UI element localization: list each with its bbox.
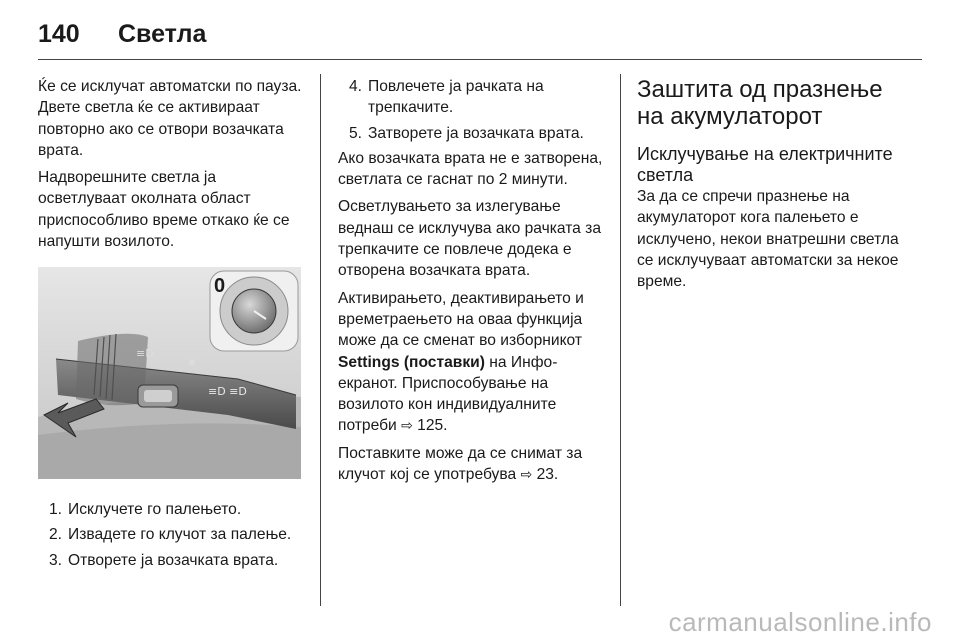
list-item: 2. Извадете го клучот за палење.: [48, 526, 292, 544]
paragraph: Поставките може да се снимат за клучот кој се употребува ⇨ 23.: [338, 444, 583, 484]
page-ref-icon: ⇨: [401, 417, 413, 434]
steps-list-1: [38, 499, 308, 575]
paragraph: За да се спречи празнење на акумулаторот кога палењето е исклучено, некои внатрешни светла се исклучуваат автоматски за некое време.: [637, 188, 899, 291]
header-rule: [38, 59, 922, 60]
column-3: [637, 76, 905, 298]
paragraph: Активирањето, деактивирањето и времетраењето на оваа функција може да се сменат во изборникот Settings (поставки) на Инфо-екранот. Приспособување на возилото кон индивидуалните потреби ⇨ 125.: [338, 289, 584, 435]
page-ref-link[interactable]: 23.: [536, 466, 559, 484]
settings-menu-name: Settings (поставки): [338, 353, 485, 371]
page-header: [38, 14, 206, 54]
svg-text:▪: ▪: [188, 355, 196, 368]
paragraph: Ако возачката врата не е затворена, светлата се гаснат по 2 минути.: [338, 149, 603, 189]
figure-label: 0: [214, 275, 226, 297]
page-number: 140: [38, 19, 80, 48]
subsection-heading: Исклучување на електричните светла: [637, 144, 893, 185]
light-switch-illustration: [38, 267, 301, 479]
paragraph: Надворешните светла ја осветлуваат околната област приспособливо време откако ќе се напушти возилото.: [38, 169, 290, 251]
column-divider-1: [320, 74, 321, 606]
list-item: 4. Повлечете ја рачката на трепкачите.: [348, 78, 544, 117]
column-divider-2: [620, 74, 621, 606]
svg-text:≡D: ≡D: [136, 347, 154, 360]
page-ref-icon: ⇨: [520, 466, 533, 483]
section-heading: Заштита од празнење на акумулаторот: [637, 76, 883, 130]
svg-text:≡D ≡D: ≡D ≡D: [208, 385, 247, 398]
column-2: [338, 76, 606, 491]
chapter-title: Светла: [118, 19, 207, 48]
list-item: 3. Отворете ја возачката врата.: [48, 551, 279, 569]
illustration-svg: [38, 267, 301, 479]
list-item: 5. Затворете ја возачката врата.: [348, 124, 584, 142]
page-ref-link[interactable]: 125.: [417, 417, 448, 435]
paragraph: Осветлувањето за излегување веднаш се исклучува ако рачката за трепкачите се повлече додека е отворена возачката врата.: [338, 198, 601, 280]
paragraph: Ќе се исклучат автоматски по пауза. Двете светла ќе се активираат повторно ако се отвори возачката врата.: [38, 78, 302, 159]
list-item: 1. Исклучете го палењето.: [48, 501, 242, 518]
watermark: carmanualsonline.info: [668, 607, 932, 637]
